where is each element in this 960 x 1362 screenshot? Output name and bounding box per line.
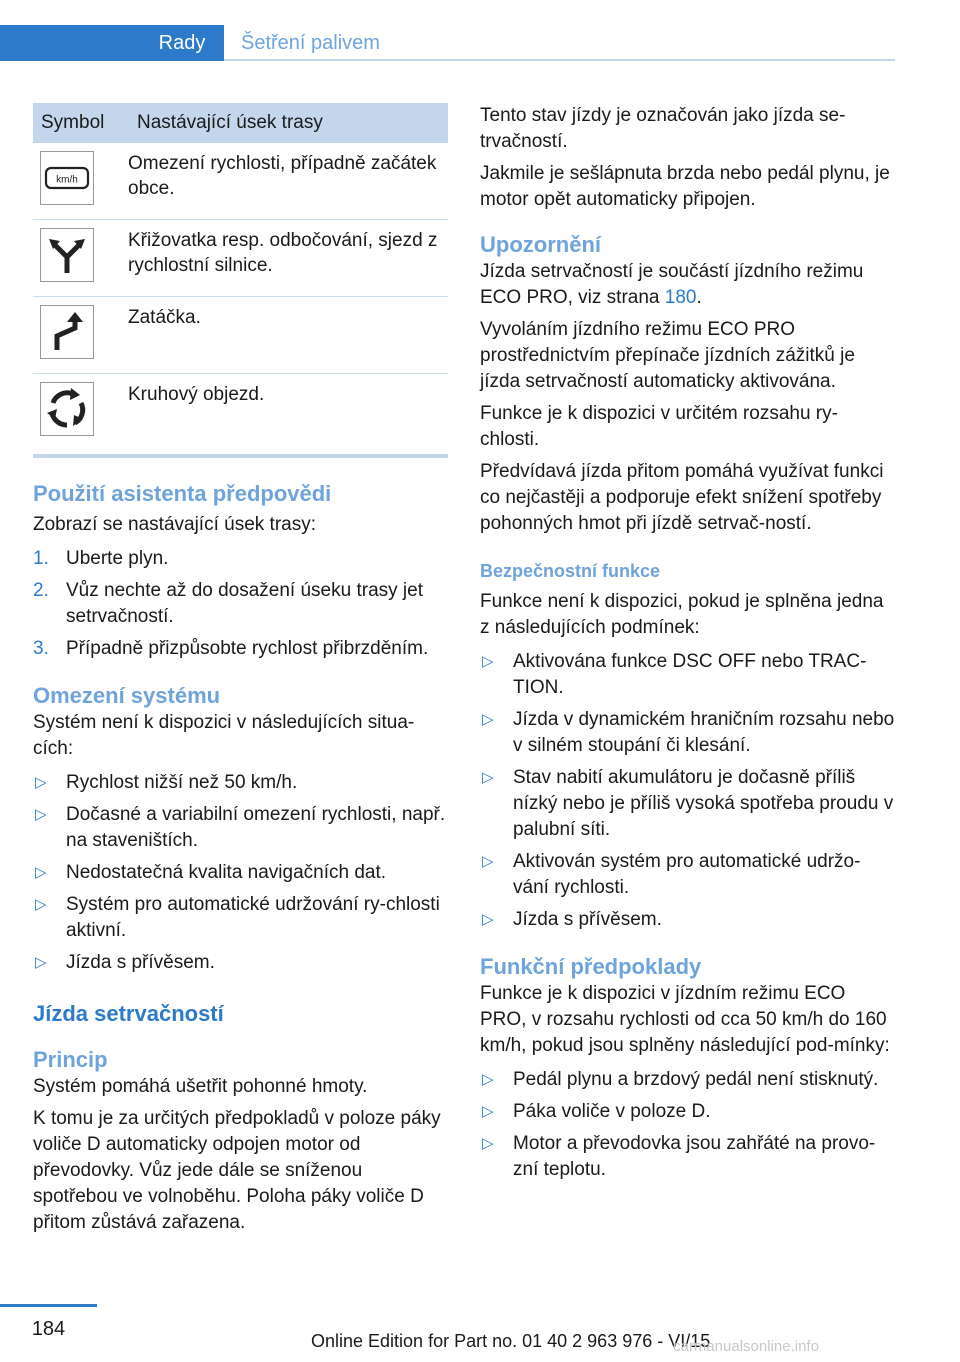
table-row xyxy=(33,374,448,457)
list-item: 1. Uberte plyn. xyxy=(33,548,169,569)
principle-heading: Princip xyxy=(33,1047,108,1072)
page-link-180[interactable]: 180 xyxy=(664,287,697,308)
col-symbol-header: Symbol xyxy=(33,103,128,143)
reconnect-paragraph: Jakmile je sešlápnuta brzda nebo pedál plynu, je motor opět automaticky připojen. xyxy=(480,163,890,210)
page-number: 184 xyxy=(31,1318,66,1340)
safety-list xyxy=(480,649,896,933)
principle-paragraph-2: K tomu je za určitých předpokladů v poloze páky voliče D automaticky odpojen motor od převodovky. Vůz jede dále se sníženou spotřebou ve volnoběhu. Poloha páky voliče D přitom zůstává zařazena. xyxy=(33,1108,441,1233)
list-item: ▷ Jízda s přívěsem. xyxy=(482,909,662,930)
page-header xyxy=(0,0,895,62)
notice-paragraph-2: Vyvoláním jízdního režimu ECO PRO prostřednictvím přepínače jízdních zážitků je jízda setrvačností automaticky aktivována. xyxy=(480,319,855,392)
notice-paragraph-1: Jízda setrvačností je součástí jízdního režimu ECO PRO, viz strana 180. xyxy=(480,261,864,308)
tab-rady[interactable]: Rady xyxy=(140,25,224,61)
tab-setreni-palivem[interactable]: Šetření palivem xyxy=(241,32,380,54)
table-row xyxy=(33,220,448,297)
list-item: ▷ Jízda s přívěsem. xyxy=(35,952,215,973)
table-cell-text: Zatáčka. xyxy=(128,297,448,374)
curve-icon xyxy=(40,305,94,359)
safety-functions-heading: Bezpečnostní funkce xyxy=(480,561,661,581)
list-item: ▷ Systém pro automatické udržování ry-chlosti aktivní. xyxy=(35,894,440,941)
notice-paragraph-4: Předvídavá jízda přitom pomáhá využívat funkci co nejčastěji a podporuje efekt snížení spotřeby pohonných hmot při jízdě setrvač-ností. xyxy=(480,461,884,534)
list-item: ▷ Motor a převodovka jsou zahřáté na provo-zní teplotu. xyxy=(482,1133,876,1180)
watermark: carmanualsonline.info xyxy=(673,1338,819,1355)
table-header-row xyxy=(33,103,448,143)
use-assistant-heading: Použití asistenta předpovědi xyxy=(33,481,332,506)
requirements-intro: Funkce je k dispozici v jízdním režimu ECO PRO, v rozsahu rychlosti od cca 50 km/h do 160 km/h, pokud jsou splněny následující pod-mínky: xyxy=(480,983,890,1056)
list-item: ▷ Aktivována funkce DSC OFF nebo TRAC-TION. xyxy=(482,651,867,698)
coasting-state-paragraph: Tento stav jízdy je označován jako jízda se-trvačností. xyxy=(480,105,846,152)
junction-icon xyxy=(40,228,94,282)
list-item: ▷ Aktivován systém pro automatické udržo-vání rychlosti. xyxy=(482,851,861,898)
right-column xyxy=(480,103,896,1189)
table-cell-text: Kruhový objezd. xyxy=(128,374,448,457)
col-desc-header: Nastávající úsek trasy xyxy=(128,103,448,143)
table-row xyxy=(33,297,448,374)
speed-limit-text: km/h xyxy=(56,174,78,186)
list-item: ▷ Páka voliče v poloze D. xyxy=(482,1101,711,1122)
system-limits-intro: Systém není k dispozici v následujících situa-cích: xyxy=(33,712,415,759)
limits-list xyxy=(33,770,448,976)
notice-heading: Upozornění xyxy=(480,232,601,257)
list-item: ▷ Stav nabití akumulátoru je dočasně příliš nízký nebo je příliš vysoká spotřeba proudu v palubní síti. xyxy=(482,767,894,840)
edition-text: Online Edition for Part no. 01 40 2 963 976 - VI/15 xyxy=(311,1331,711,1351)
list-item: ▷ Rychlost nižší než 50 km/h. xyxy=(35,772,298,793)
system-limits-heading: Omezení systému xyxy=(33,683,221,708)
symbol-table xyxy=(33,103,448,458)
header-underline xyxy=(224,59,895,61)
speed-limit-sign-icon xyxy=(40,151,94,205)
list-item: ▷ Dočasné a variabilní omezení rychlosti, např. na staveništích. xyxy=(35,804,446,851)
header-tab-blank xyxy=(0,25,140,61)
list-item: ▷ Pedál plynu a brzdový pedál není stisknutý. xyxy=(482,1069,879,1090)
requirements-list xyxy=(480,1067,896,1183)
requirements-heading: Funkční předpoklady xyxy=(480,954,702,979)
table-cell-text: Omezení rychlosti, případně začátek obce. xyxy=(128,143,448,220)
list-item: 3. Případně přizpůsobte rychlost přibrzděním. xyxy=(33,638,429,659)
list-item: ▷ Nedostatečná kvalita navigačních dat. xyxy=(35,862,387,883)
safety-intro: Funkce není k dispozici, pokud je splněna jedna z následujících podmínek: xyxy=(480,591,884,638)
roundabout-icon xyxy=(40,382,94,436)
left-column xyxy=(33,103,448,1236)
list-item: ▷ Jízda v dynamickém hraničním rozsahu nebo v silném stoupání či klesání. xyxy=(482,709,895,756)
coasting-heading: Jízda setrvačností xyxy=(33,1001,224,1026)
table-cell-text: Křižovatka resp. odbočování, sjezd z rychlostní silnice. xyxy=(128,220,448,297)
steps-list xyxy=(33,546,448,662)
list-item: 2. Vůz nechte až do dosažení úseku trasy jet setrvačností. xyxy=(33,580,423,627)
footer-bar xyxy=(0,1304,97,1307)
notice-paragraph-3: Funkce je k dispozici v určitém rozsahu ry-chlosti. xyxy=(480,403,838,450)
use-assistant-intro: Zobrazí se nastávající úsek trasy: xyxy=(33,514,317,535)
table-row xyxy=(33,143,448,220)
principle-paragraph-1: Systém pomáhá ušetřit pohonné hmoty. xyxy=(33,1076,368,1097)
